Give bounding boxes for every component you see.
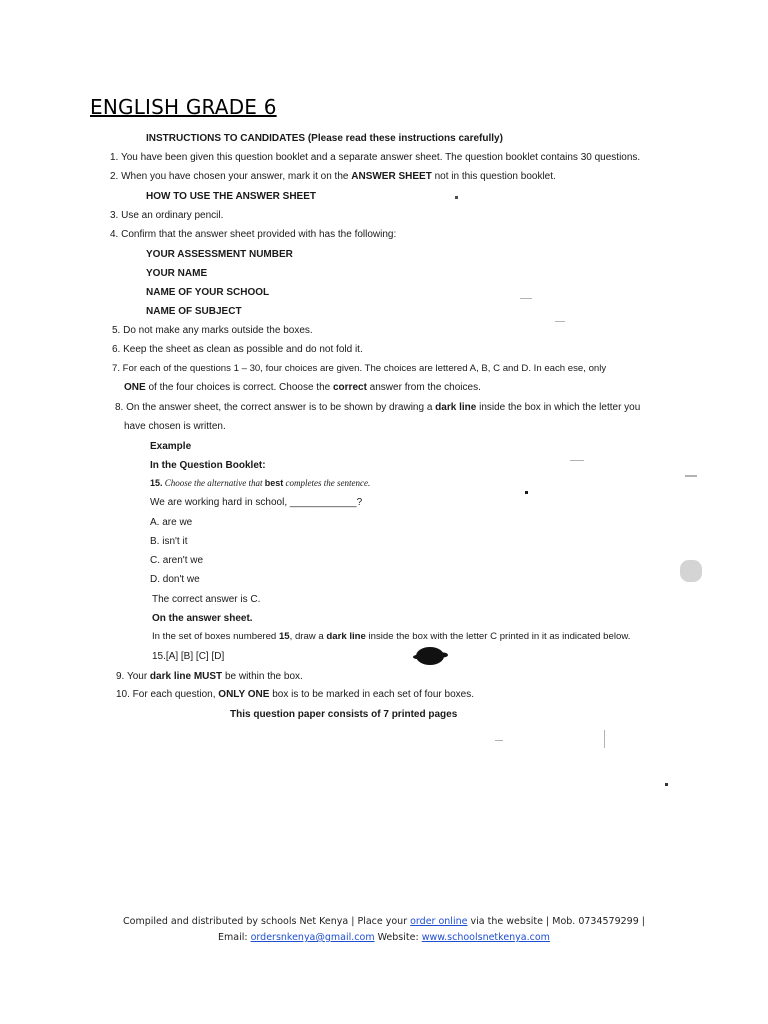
scan-mark — [520, 298, 532, 299]
requirement-assessment-number: YOUR ASSESSMENT NUMBER — [146, 249, 293, 260]
scan-speck — [525, 491, 528, 494]
instruction-9-text-end: be within the box. — [222, 671, 303, 682]
boxes-text-end: inside the box with the letter C printed in it as indicated below. — [365, 631, 631, 642]
instruction-4: 4. Confirm that the answer sheet provided with has the following: — [110, 229, 397, 240]
footer-text: Compiled and distributed by schools Net Kenya | Place your — [123, 916, 411, 927]
instruction-8-line-1 — [115, 402, 640, 413]
instruction-10-text: 10. For each question, — [116, 689, 219, 700]
scan-mark — [555, 321, 565, 322]
footer-website-label: Website: — [374, 932, 422, 943]
correct-answer: The correct answer is C. — [152, 594, 261, 605]
option-a: A. are we — [150, 517, 193, 528]
scan-smudge — [680, 560, 702, 582]
instruction-7-text: of the four choices is correct. Choose the — [145, 382, 333, 393]
instruction-8-text: 8. On the answer sheet, the correct answer is to be shown by drawing a — [115, 402, 436, 413]
instruction-2-text: 2. When you have chosen your answer, mark it on the — [110, 171, 352, 182]
instruction-10 — [116, 689, 474, 700]
question-15-text-end: completes the sentence. — [283, 478, 371, 488]
question-15-text: Choose the alternative that — [162, 478, 265, 488]
boxes-row: 15.[A] [B] [C] [D] — [152, 651, 225, 662]
footer-line-1 — [0, 914, 768, 930]
footer — [0, 914, 768, 946]
boxes-bold: dark line — [326, 631, 366, 642]
footer-text-end: via the website | Mob. 0734579299 | — [467, 916, 645, 927]
scan-speck — [455, 196, 458, 199]
boxes-text: In the set of boxes numbered — [152, 631, 279, 642]
footer-email-label: Email: — [218, 932, 251, 943]
instruction-7-line-2 — [124, 382, 481, 393]
option-d: D. don't we — [150, 574, 200, 585]
instruction-8-bold: dark line — [435, 402, 477, 413]
instruction-3: 3. Use an ordinary pencil. — [110, 210, 224, 221]
instructions-heading: INSTRUCTIONS TO CANDIDATES (Please read these instructions carefully) — [146, 133, 503, 144]
requirement-name: YOUR NAME — [146, 268, 208, 279]
requirement-school: NAME OF YOUR SCHOOL — [146, 287, 270, 298]
option-b: B. isn't it — [150, 536, 188, 547]
instruction-9-text: 9. Your — [116, 671, 150, 682]
email-link[interactable]: ordersnkenya@gmail.com — [250, 932, 375, 943]
option-c: C. aren't we — [150, 555, 204, 566]
pages-note: This question paper consists of 7 printed pages — [230, 709, 458, 720]
instruction-8-text-end: inside the box in which the letter you — [476, 402, 641, 413]
boxes-instruction — [152, 631, 630, 642]
in-booklet-heading: In the Question Booklet: — [150, 460, 266, 471]
on-answer-sheet-heading: On the answer sheet. — [152, 613, 253, 624]
instruction-9 — [116, 671, 303, 682]
question-15-number: 15. — [150, 478, 163, 488]
question-15-stem: We are working hard in school, ____________? — [150, 497, 363, 508]
boxes-text-mid: , draw a — [289, 631, 327, 642]
instruction-10-bold: ONLY ONE — [218, 689, 270, 700]
instruction-10-text-end: box is to be marked in each set of four boxes. — [269, 689, 474, 700]
instruction-9-bold: dark line MUST — [149, 671, 223, 682]
instruction-1: 1. You have been given this question booklet and a separate answer sheet. The question booklet contains 30 questions. — [110, 152, 641, 163]
instruction-2 — [110, 171, 556, 182]
scan-mark — [685, 475, 697, 477]
instruction-8-line-2: have chosen is written. — [124, 421, 226, 432]
scan-mark — [495, 740, 503, 741]
scan-mark — [570, 460, 584, 461]
order-online-link[interactable]: order online — [410, 916, 468, 927]
instruction-7-bold-one: ONE — [124, 382, 146, 393]
question-15-prompt — [150, 478, 370, 488]
instruction-2-text-end: not in this question booklet. — [431, 171, 556, 182]
scan-mark — [604, 730, 605, 748]
footer-line-2 — [0, 930, 768, 946]
scan-speck — [665, 783, 668, 786]
instruction-6: 6. Keep the sheet as clean as possible and do not fold it. — [112, 344, 363, 355]
boxes-number: 15 — [278, 631, 290, 642]
page-title: ENGLISH GRADE 6 — [90, 95, 277, 119]
instruction-7-line-1: 7. For each of the questions 1 – 30, four choices are given. The choices are lettered A, B, C and D. In each ese, only — [112, 363, 607, 374]
website-link[interactable]: www.schoolsnetkenya.com — [421, 932, 550, 943]
how-to-use-heading: HOW TO USE THE ANSWER SHEET — [146, 191, 317, 202]
instruction-5: 5. Do not make any marks outside the boxes. — [112, 325, 313, 336]
instruction-7-bold-correct: correct — [333, 382, 367, 393]
instruction-2-bold: ANSWER SHEET — [351, 171, 432, 182]
ink-blot-icon — [410, 644, 450, 668]
instruction-7-text-end: answer from the choices. — [366, 382, 481, 393]
question-15-bold: best — [264, 478, 284, 488]
requirement-subject: NAME OF SUBJECT — [146, 306, 242, 317]
example-heading: Example — [150, 441, 192, 452]
